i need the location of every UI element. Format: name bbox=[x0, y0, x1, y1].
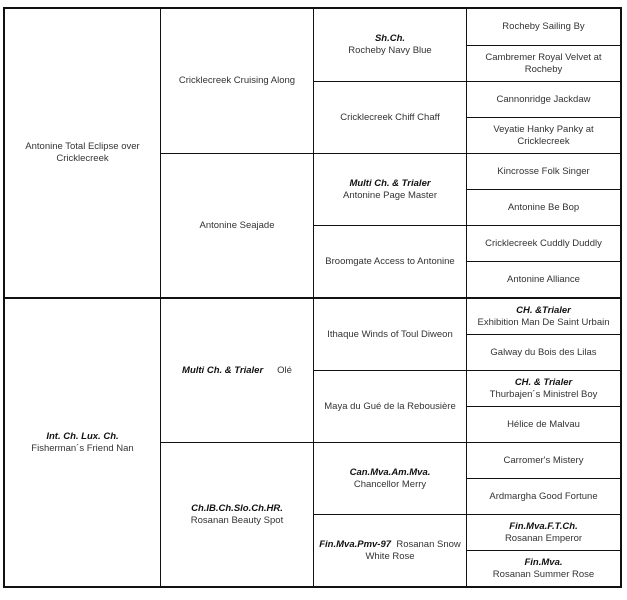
pedigree-cell-gen2 bbox=[160, 297, 313, 442]
pedigree-cell-gen4 bbox=[466, 406, 620, 442]
pedigree-cell-gen4 bbox=[466, 81, 620, 117]
pedigree-cell-gen3 bbox=[313, 442, 466, 514]
dog-name: Rosanan Summer Rose bbox=[492, 568, 595, 580]
pedigree-cell-gen4 bbox=[466, 225, 620, 261]
pedigree-cell-gen4 bbox=[466, 261, 620, 297]
pedigree-cell-gen4 bbox=[466, 45, 620, 81]
dog-name: Thurbajen´s Ministrel Boy bbox=[489, 388, 598, 400]
pedigree-cell-gen4 bbox=[466, 117, 620, 153]
dog-name: Antonine Page Master bbox=[342, 189, 437, 201]
dog-title: Ch.IB.Ch.Slo.Ch.HR. bbox=[191, 502, 283, 514]
dog-name: Antonine Seajade bbox=[199, 219, 275, 231]
dog-title: Multi Ch. & Trialer bbox=[182, 364, 264, 376]
pedigree-cell-gen4 bbox=[466, 478, 620, 514]
dog-name: Chancellor Merry bbox=[353, 478, 427, 490]
pedigree-cell-gen4 bbox=[466, 297, 620, 334]
dog-title: Fin.Mva. bbox=[524, 556, 563, 568]
dog-title: Can.Mva.Am.Mva. bbox=[349, 466, 431, 478]
pedigree-cell-gen2 bbox=[160, 442, 313, 586]
dog-name: Rosanan Snow White Rose bbox=[365, 538, 461, 562]
dog-name: Cricklecreek Chiff Chaff bbox=[340, 111, 440, 123]
dog-name: Rosanan Beauty Spot bbox=[190, 514, 284, 526]
pedigree-cell-sire bbox=[5, 9, 160, 297]
dog-name: Rocheby Navy Blue bbox=[348, 45, 432, 56]
dog-name: Maya du Gué de la Rebousière bbox=[324, 400, 456, 412]
dog-title: CH. & Trialer bbox=[514, 376, 573, 388]
pedigree-cell-dam bbox=[5, 297, 160, 586]
dog-title: Int. Ch. Lux. Ch. bbox=[46, 430, 119, 442]
pedigree-cell-gen4 bbox=[466, 370, 620, 406]
dog-name: Rosanan Emperor bbox=[504, 532, 583, 544]
dog-name: Cannonridge Jackdaw bbox=[496, 93, 591, 105]
dog-name: Hélice de Malvau bbox=[507, 418, 580, 430]
pedigree-cell-gen3 bbox=[313, 297, 466, 370]
pedigree-cell-gen3 bbox=[313, 370, 466, 442]
pedigree-cell-gen4 bbox=[466, 153, 620, 189]
dog-name: Veyatie Hanky Panky at Cricklecreek bbox=[493, 123, 594, 147]
dog-name: Galway du Bois des Lilas bbox=[490, 346, 597, 358]
dog-name: Antonine Alliance bbox=[507, 273, 580, 285]
dog-name: Olé bbox=[277, 364, 292, 376]
dog-name: Ithaque Winds of Toul Diweon bbox=[327, 328, 453, 340]
dog-name: Antonine Total Eclipse over Cricklecreek bbox=[25, 141, 140, 164]
pedigree-cell-gen3 bbox=[313, 153, 466, 225]
dog-name: Broomgate Access to Antonine bbox=[325, 255, 455, 267]
pedigree-table bbox=[3, 7, 622, 588]
pedigree-cell-gen3 bbox=[313, 225, 466, 297]
dog-name: Ardmargha Good Fortune bbox=[489, 490, 598, 502]
dog-name: Rocheby Sailing By bbox=[502, 21, 585, 32]
pedigree-cell-gen4 bbox=[466, 514, 620, 550]
dog-name: Exhibition Man De Saint Urbain bbox=[477, 316, 610, 328]
pedigree-cell-gen3 bbox=[313, 9, 466, 81]
dog-title: Sh.Ch. bbox=[374, 33, 406, 44]
dog-title: CH. &Trialer bbox=[516, 304, 571, 316]
dog-name: Kincrosse Folk Singer bbox=[497, 165, 590, 177]
pedigree-cell-gen3 bbox=[313, 514, 466, 586]
dog-title: Multi Ch. & Trialer bbox=[349, 177, 431, 189]
pedigree-cell-gen4 bbox=[466, 9, 620, 45]
pedigree-cell-gen4 bbox=[466, 189, 620, 225]
dog-name: Carromer's Mistery bbox=[503, 454, 584, 466]
dog-name: Cricklecreek Cruising Along bbox=[178, 75, 296, 86]
dog-name: Cambremer Royal Velvet at Rocheby bbox=[485, 51, 602, 75]
pedigree-cell-gen4 bbox=[466, 550, 620, 586]
dog-name: Cricklecreek Cuddly Duddly bbox=[485, 237, 602, 249]
dog-title: Fin.Mva.Pmv-97 bbox=[319, 538, 392, 550]
pedigree-cell-gen3 bbox=[313, 81, 466, 153]
dog-title: Fin.Mva.F.T.Ch. bbox=[509, 520, 578, 532]
pedigree-cell-gen2 bbox=[160, 153, 313, 297]
dog-name: Antonine Be Bop bbox=[507, 201, 580, 213]
pedigree-cell-gen2 bbox=[160, 9, 313, 153]
dog-name: Fisherman´s Friend Nan bbox=[31, 442, 134, 454]
pedigree-cell-gen4 bbox=[466, 442, 620, 478]
pedigree-cell-gen4 bbox=[466, 334, 620, 370]
